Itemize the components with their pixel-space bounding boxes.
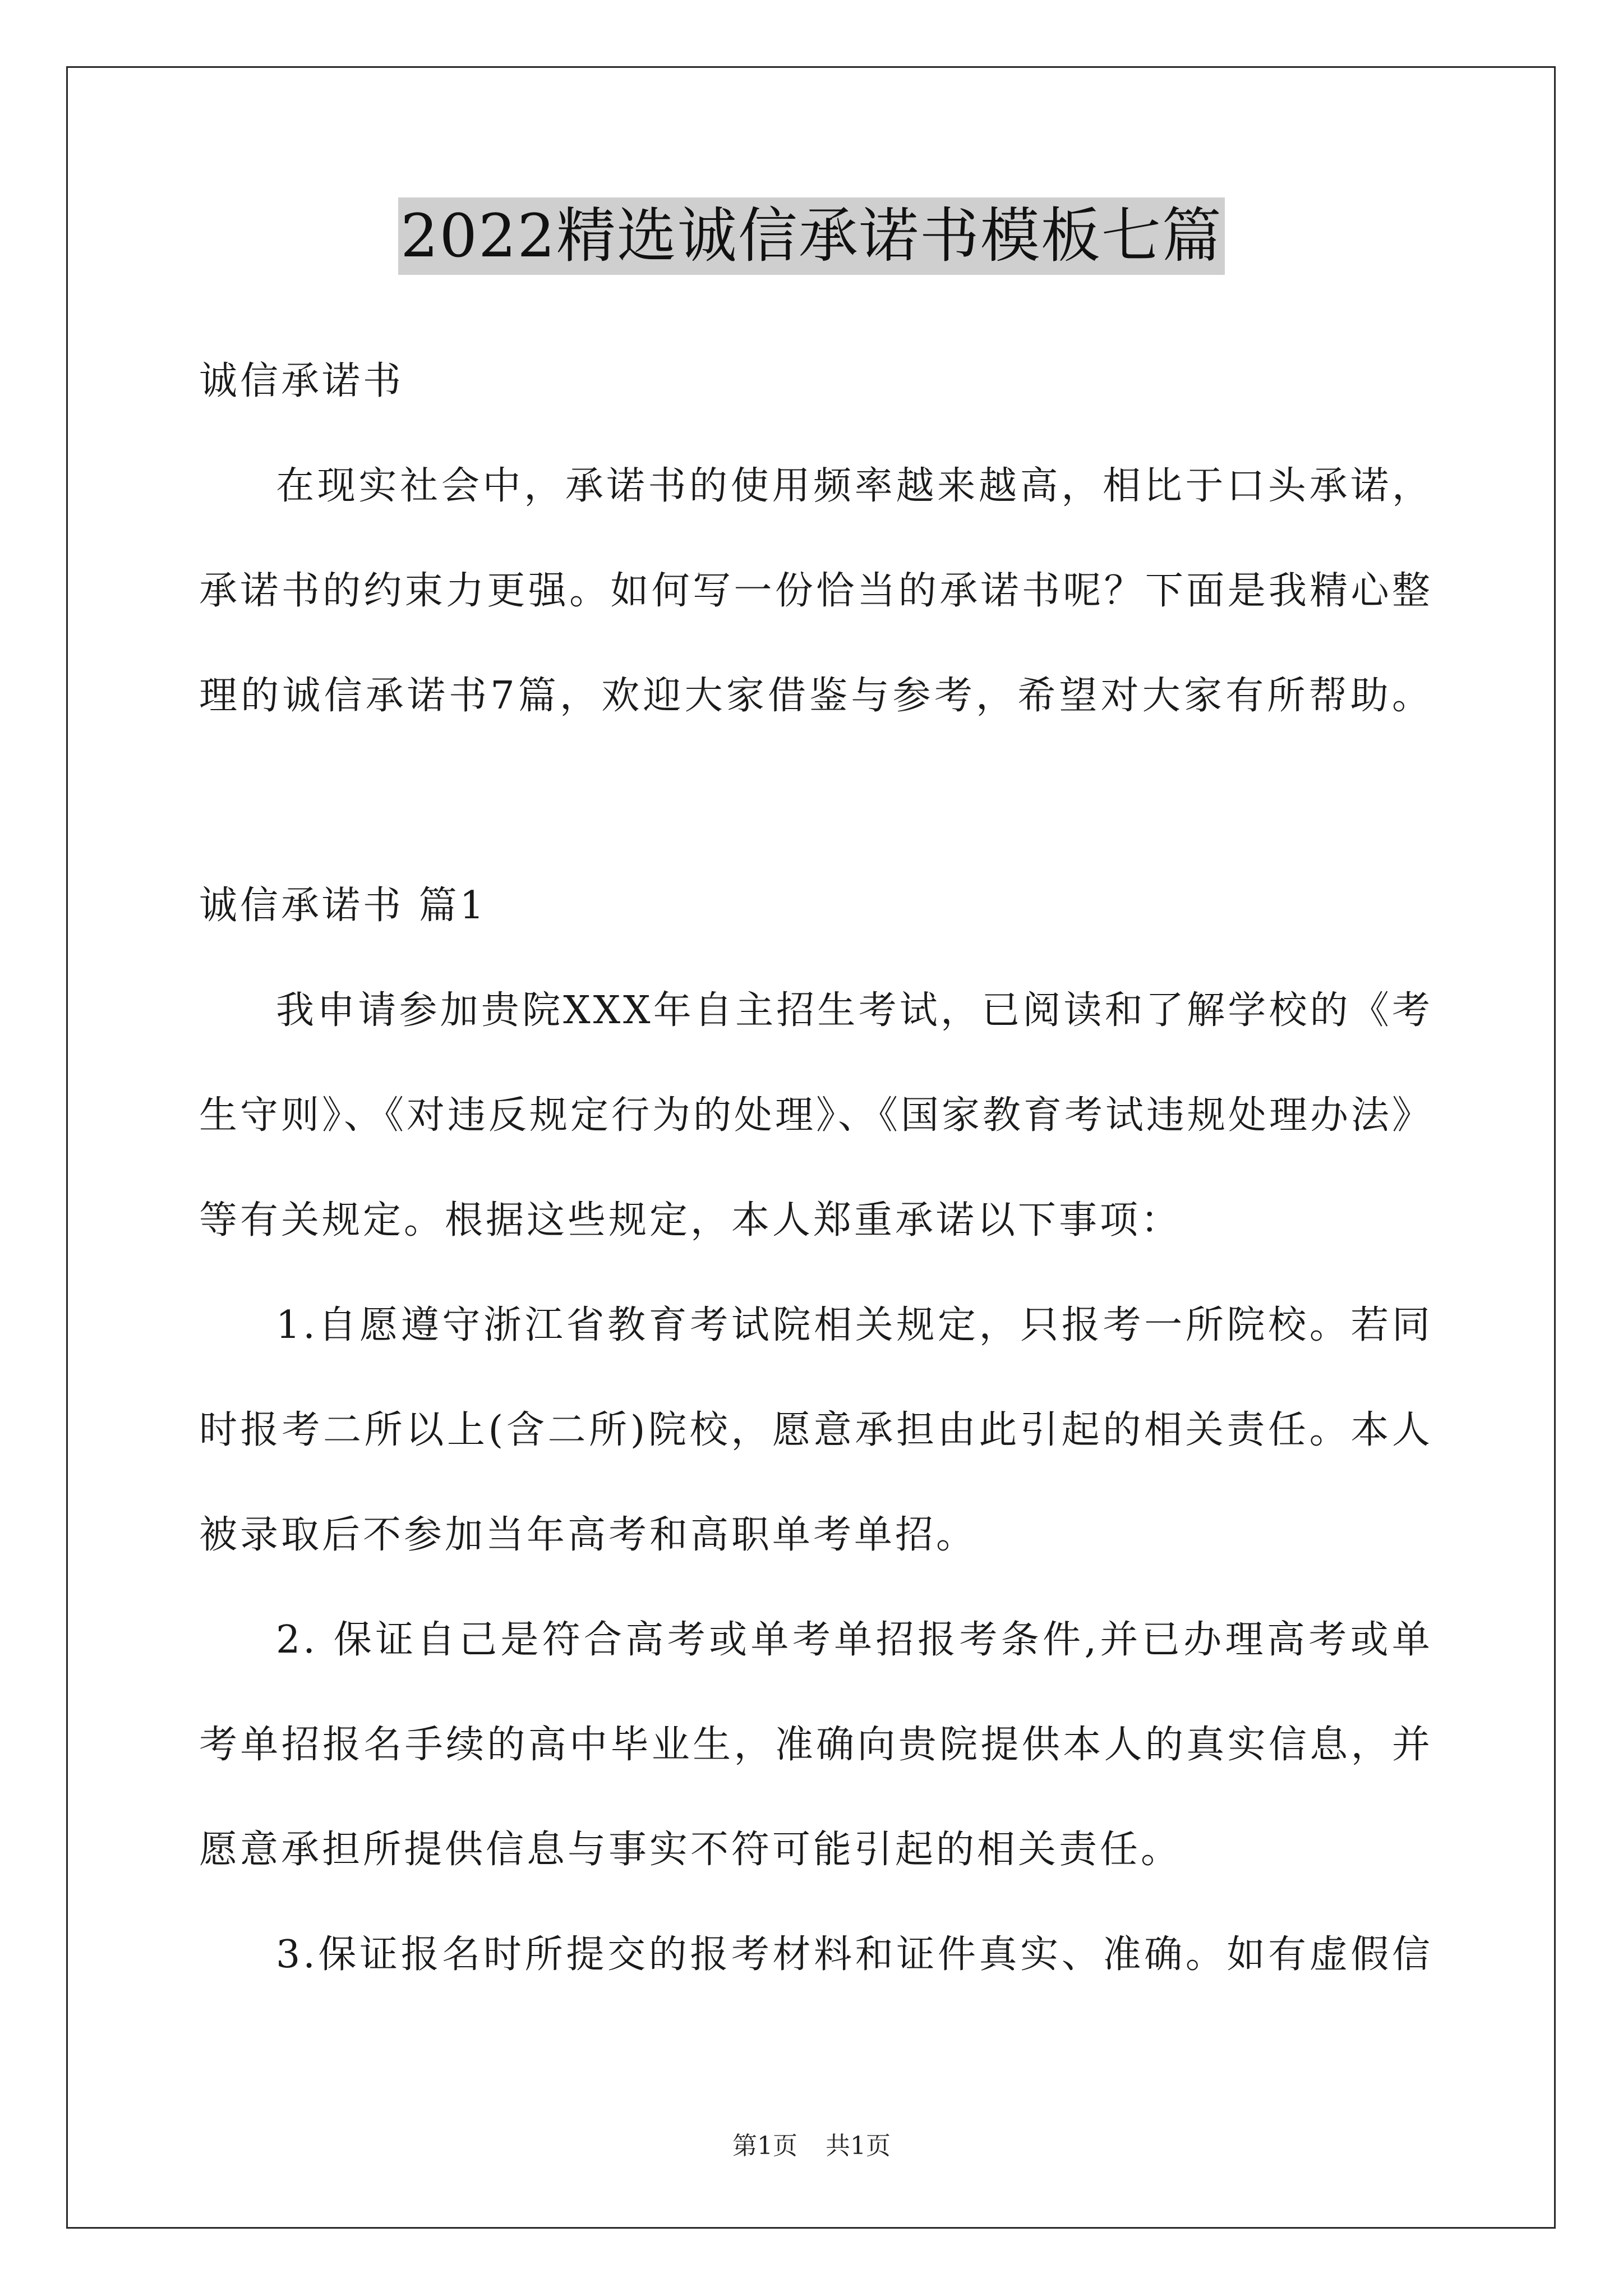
page-number: 第1页 bbox=[732, 2132, 797, 2160]
intro-line: 在现实社会中，承诺书的使用频率越来越高，相比于口头承诺， bbox=[276, 464, 1433, 508]
intro-line: 理的诚信承诺书7篇，欢迎大家借鉴与参考，希望对大家有所帮助。 bbox=[199, 674, 1433, 718]
list-item-line: 时报考二所以上(含二所)院校，愿意承担由此引起的相关责任。本人 bbox=[199, 1408, 1433, 1452]
list-item-line: 愿意承担所提供信息与事实不符可能引起的相关责任。 bbox=[199, 1828, 1182, 1872]
list-item-line: 1.自愿遵守浙江省教育考试院相关规定，只报考一所院校。若同 bbox=[276, 1303, 1433, 1347]
list-item-line: 2. 保证自己是符合高考或单考单招报考条件,并已办理高考或单 bbox=[276, 1618, 1433, 1662]
intro-line: 承诺书的约束力更强。如何写一份恰当的承诺书呢？下面是我精心整 bbox=[199, 569, 1433, 613]
paragraph-line: 我申请参加贵院XXX年自主招生考试，已阅读和了解学校的《考 bbox=[276, 988, 1433, 1033]
list-item-line: 3.保证报名时所提交的报考材料和证件真实、准确。如有虚假信 bbox=[276, 1932, 1433, 1977]
part-heading: 诚信承诺书 篇1 bbox=[199, 884, 487, 928]
paragraph-line: 等有关规定。根据这些规定，本人郑重承诺以下事项： bbox=[199, 1198, 1182, 1243]
page-footer bbox=[0, 2129, 1623, 2163]
list-item-line: 考单招报名手续的高中毕业生，准确向贵院提供本人的真实信息，并 bbox=[199, 1723, 1433, 1767]
list-item-line: 被录取后不参加当年高考和高职单考单招。 bbox=[199, 1513, 978, 1557]
page-total: 共1页 bbox=[826, 2132, 891, 2160]
paragraph-line: 生守则》、《对违反规定行为的处理》、《国家教育考试违规处理办法》 bbox=[199, 1093, 1433, 1138]
section-heading: 诚信承诺书 bbox=[199, 359, 404, 403]
title-container bbox=[0, 197, 1623, 275]
document-title: 2022精选诚信承诺书模板七篇 bbox=[398, 197, 1225, 275]
